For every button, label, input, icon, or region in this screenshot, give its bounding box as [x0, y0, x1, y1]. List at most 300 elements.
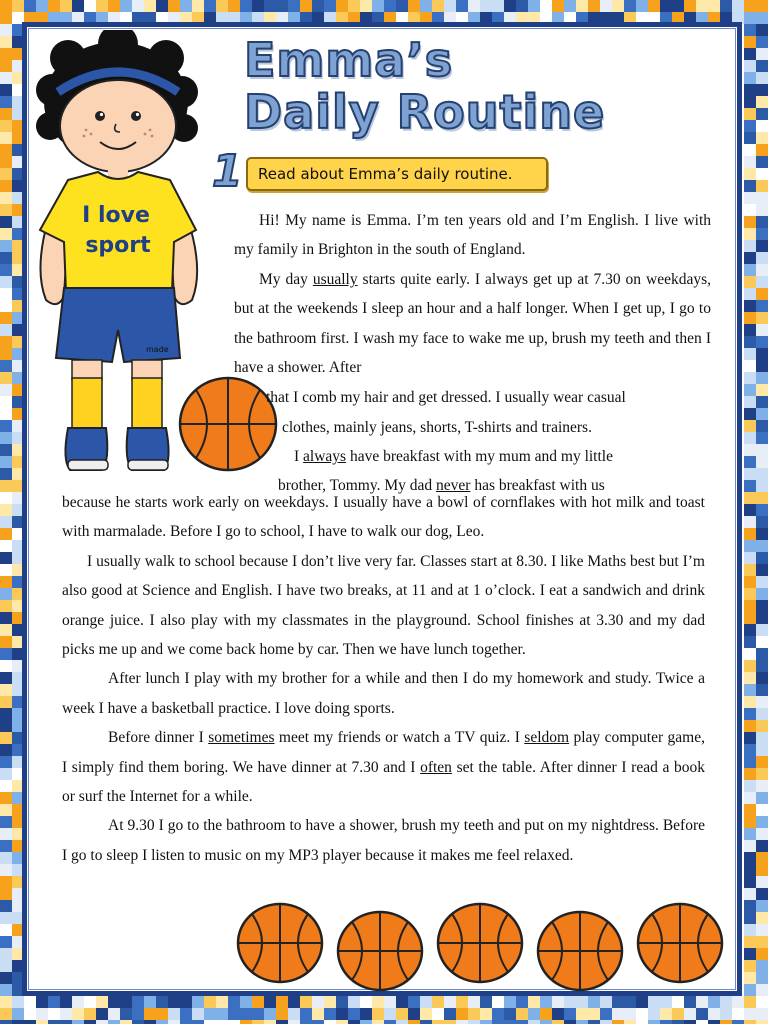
- mosaic-tile: [216, 0, 228, 12]
- mosaic-tile: [576, 1008, 588, 1020]
- mosaic-tile: [0, 312, 12, 324]
- mosaic-tile: [204, 1008, 216, 1020]
- mosaic-tile: [744, 756, 756, 768]
- mosaic-tile: [756, 972, 768, 984]
- mosaic-tile: [228, 1008, 240, 1020]
- mosaic-tile: [276, 0, 288, 12]
- mosaic-tile: [120, 1008, 132, 1020]
- mosaic-tile: [756, 768, 768, 780]
- mosaic-tile: [264, 1008, 276, 1020]
- mosaic-tile: [756, 300, 768, 312]
- mosaic-tile: [744, 156, 756, 168]
- mosaic-tile: [432, 996, 444, 1008]
- mosaic-tile: [216, 996, 228, 1008]
- mosaic-tile: [756, 672, 768, 684]
- mosaic-tile: [744, 132, 756, 144]
- mosaic-tile: [756, 636, 768, 648]
- mosaic-tile: [468, 1020, 480, 1024]
- mosaic-tile: [0, 60, 12, 72]
- mosaic-tile: [744, 120, 756, 132]
- mosaic-tile: [756, 240, 768, 252]
- mosaic-tile: [756, 816, 768, 828]
- mosaic-tile: [0, 432, 12, 444]
- mosaic-tile: [576, 1020, 588, 1024]
- mosaic-tile: [744, 948, 756, 960]
- mosaic-tile: [456, 1020, 468, 1024]
- mosaic-tile: [156, 0, 168, 12]
- mosaic-tile: [744, 300, 756, 312]
- mosaic-tile: [624, 996, 636, 1008]
- mosaic-tile: [684, 996, 696, 1008]
- mosaic-tile: [408, 1008, 420, 1020]
- mosaic-tile: [12, 1020, 24, 1024]
- mosaic-tile: [468, 996, 480, 1008]
- mosaic-tile: [660, 996, 672, 1008]
- mosaic-tile: [756, 72, 768, 84]
- mosaic-tile: [0, 192, 12, 204]
- mosaic-tile: [564, 1020, 576, 1024]
- mosaic-tile: [540, 996, 552, 1008]
- mosaic-tile: [744, 984, 756, 996]
- paragraph-3-line-2: brother, Tommy. My dad never has breakfast with us: [278, 477, 605, 494]
- mosaic-tile: [276, 996, 288, 1008]
- mosaic-tile: [744, 588, 756, 600]
- mosaic-tile: [0, 840, 12, 852]
- mosaic-tile: [756, 960, 768, 972]
- mosaic-tile: [720, 0, 732, 12]
- mosaic-tile: [252, 1008, 264, 1020]
- mosaic-tile: [756, 684, 768, 696]
- mosaic-tile: [48, 996, 60, 1008]
- mosaic-tile: [732, 996, 744, 1008]
- mosaic-tile: [72, 996, 84, 1008]
- mosaic-tile: [756, 396, 768, 408]
- mosaic-tile: [84, 996, 96, 1008]
- mosaic-tile: [744, 180, 756, 192]
- mosaic-tile: [156, 1020, 168, 1024]
- mosaic-tile: [0, 708, 12, 720]
- mosaic-tile: [12, 1008, 24, 1020]
- mosaic-tile: [408, 1020, 420, 1024]
- mosaic-tile: [744, 36, 756, 48]
- mosaic-tile: [360, 0, 372, 12]
- underlined-usually: usually: [312, 270, 358, 288]
- mosaic-tile: [744, 108, 756, 120]
- basketball-icon: [536, 910, 624, 992]
- mosaic-tile: [24, 0, 36, 12]
- mosaic-tile: [516, 0, 528, 12]
- mosaic-tile: [588, 0, 600, 12]
- title-line-1: Emma’s: [244, 33, 454, 87]
- mosaic-tile: [0, 324, 12, 336]
- mosaic-tile: [756, 744, 768, 756]
- mosaic-tile: [756, 720, 768, 732]
- mosaic-tile: [576, 996, 588, 1008]
- mosaic-tile: [228, 996, 240, 1008]
- mosaic-tile: [360, 1020, 372, 1024]
- mosaic-tile: [96, 1008, 108, 1020]
- mosaic-tile: [192, 1020, 204, 1024]
- mosaic-tile: [564, 1008, 576, 1020]
- mosaic-tile: [744, 228, 756, 240]
- mosaic-tile: [288, 996, 300, 1008]
- mosaic-tile: [0, 756, 12, 768]
- mosaic-tile: [744, 936, 756, 948]
- mosaic-tile: [324, 1020, 336, 1024]
- mosaic-tile: [744, 660, 756, 672]
- mosaic-tile: [672, 0, 684, 12]
- mosaic-tile: [0, 384, 12, 396]
- mosaic-tile: [36, 996, 48, 1008]
- mosaic-tile: [516, 1020, 528, 1024]
- mosaic-tile: [756, 480, 768, 492]
- mosaic-tile: [156, 996, 168, 1008]
- mosaic-tile: [180, 1008, 192, 1020]
- mosaic-tile: [636, 1008, 648, 1020]
- mosaic-tile: [360, 996, 372, 1008]
- mosaic-tile: [132, 996, 144, 1008]
- mosaic-tile: [756, 600, 768, 612]
- shirt-text-line-1: I love: [82, 203, 150, 228]
- mosaic-tile: [0, 168, 12, 180]
- paragraph-2-line-wrap-1: that I comb my hair and get dressed. I usually wear casual: [266, 389, 626, 406]
- mosaic-tile: [204, 0, 216, 12]
- mosaic-tile: [528, 1020, 540, 1024]
- mosaic-tile: [756, 1008, 768, 1020]
- mosaic-tile: [744, 408, 756, 420]
- mosaic-tile: [744, 972, 756, 984]
- mosaic-tile: [756, 468, 768, 480]
- mosaic-tile: [444, 0, 456, 12]
- mosaic-tile: [432, 1008, 444, 1020]
- mosaic-tile: [240, 0, 252, 12]
- mosaic-tile: [744, 600, 756, 612]
- mosaic-tile: [0, 348, 12, 360]
- title-line-2: Daily Routine: [244, 85, 606, 139]
- mosaic-tile: [300, 996, 312, 1008]
- mosaic-tile: [504, 1008, 516, 1020]
- mosaic-tile: [756, 588, 768, 600]
- mosaic-tile: [756, 120, 768, 132]
- mosaic-tile: [0, 492, 12, 504]
- mosaic-tile: [756, 888, 768, 900]
- mosaic-tile: [192, 1008, 204, 1020]
- mosaic-tile: [144, 0, 156, 12]
- mosaic-tile: [492, 1008, 504, 1020]
- mosaic-tile: [756, 252, 768, 264]
- mosaic-tile: [408, 0, 420, 12]
- mosaic-tile: [756, 276, 768, 288]
- mosaic-tile: [756, 840, 768, 852]
- mosaic-tile: [0, 672, 12, 684]
- mosaic-tile: [60, 0, 72, 12]
- mosaic-tile: [300, 1008, 312, 1020]
- mosaic-tile: [0, 684, 12, 696]
- underlined-seldom: seldom: [524, 729, 570, 747]
- mosaic-tile: [756, 924, 768, 936]
- mosaic-tile: [636, 0, 648, 12]
- mosaic-tile: [0, 36, 12, 48]
- mosaic-tile: [324, 1008, 336, 1020]
- mosaic-tile: [324, 0, 336, 12]
- mosaic-tile: [372, 1020, 384, 1024]
- mosaic-tile: [180, 1020, 192, 1024]
- mosaic-tile: [540, 1008, 552, 1020]
- mosaic-tile: [744, 540, 756, 552]
- mosaic-tile: [12, 996, 24, 1008]
- mosaic-tile: [744, 252, 756, 264]
- mosaic-tile: [0, 420, 12, 432]
- mosaic-tile: [744, 912, 756, 924]
- mosaic-tile: [744, 204, 756, 216]
- mosaic-tile: [0, 876, 12, 888]
- mosaic-tile: [0, 360, 12, 372]
- mosaic-tile: [444, 996, 456, 1008]
- mosaic-tile: [744, 468, 756, 480]
- mosaic-tile: [756, 108, 768, 120]
- mosaic-tile: [0, 156, 12, 168]
- mosaic-tile: [396, 996, 408, 1008]
- mosaic-tile: [312, 996, 324, 1008]
- mosaic-tile: [0, 540, 12, 552]
- mosaic-tile: [0, 84, 12, 96]
- mosaic-tile: [756, 228, 768, 240]
- mosaic-tile: [132, 0, 144, 12]
- mosaic-tile: [720, 1008, 732, 1020]
- mosaic-tile: [744, 768, 756, 780]
- mosaic-tile: [372, 1008, 384, 1020]
- mosaic-tile: [684, 1008, 696, 1020]
- mosaic-tile: [396, 1020, 408, 1024]
- mosaic-tile: [744, 732, 756, 744]
- mosaic-tile: [0, 960, 12, 972]
- mosaic-tile: [756, 456, 768, 468]
- mosaic-tile: [756, 804, 768, 816]
- mosaic-tile: [528, 1008, 540, 1020]
- mosaic-tile: [756, 336, 768, 348]
- mosaic-tile: [744, 576, 756, 588]
- mosaic-tile: [300, 1020, 312, 1024]
- mosaic-tile: [696, 1020, 708, 1024]
- mosaic-tile: [744, 552, 756, 564]
- mosaic-tile: [744, 924, 756, 936]
- mosaic-tile: [756, 384, 768, 396]
- mosaic-tile: [744, 420, 756, 432]
- mosaic-tile: [756, 192, 768, 204]
- mosaic-tile: [756, 144, 768, 156]
- mosaic-tile: [744, 60, 756, 72]
- mosaic-tile: [0, 288, 12, 300]
- mosaic-tile: [744, 1008, 756, 1020]
- mosaic-tile: [636, 996, 648, 1008]
- mosaic-tile: [240, 1008, 252, 1020]
- mosaic-tile: [624, 1020, 636, 1024]
- mosaic-tile: [756, 36, 768, 48]
- mosaic-tile: [0, 300, 12, 312]
- mosaic-tile: [756, 12, 768, 24]
- mosaic-tile: [756, 408, 768, 420]
- mosaic-tile: [84, 0, 96, 12]
- paragraph-4: I usually walk to school because I don’t live very far. Classes start at 8.30. I like Maths best but I’m also good at Science and English. I have two breaks, at 11 and at 1 o’clock. I eat a sandwich and drink orange juice. I also play with my classmates in the playground. School finishes at 3.30 and my dad picks me up and we come back home by car. Then we have lunch together.: [62, 552, 705, 659]
- mosaic-tile: [744, 888, 756, 900]
- mosaic-tile: [660, 1020, 672, 1024]
- mosaic-tile: [0, 480, 12, 492]
- mosaic-tile: [36, 1020, 48, 1024]
- mosaic-tile: [744, 348, 756, 360]
- mosaic-tile: [588, 996, 600, 1008]
- mosaic-tile: [276, 1008, 288, 1020]
- mosaic-tile: [744, 684, 756, 696]
- mosaic-tile: [756, 828, 768, 840]
- mosaic-tile: [756, 156, 768, 168]
- mosaic-tile: [276, 1020, 288, 1024]
- mosaic-tile: [480, 1020, 492, 1024]
- mosaic-tile: [60, 1008, 72, 1020]
- mosaic-tile: [504, 996, 516, 1008]
- mosaic-tile: [744, 480, 756, 492]
- mosaic-tile: [0, 132, 12, 144]
- text-top: [234, 206, 711, 382]
- mosaic-tile: [84, 1008, 96, 1020]
- mosaic-tile: [756, 168, 768, 180]
- mosaic-tile: [0, 744, 12, 756]
- mosaic-tile: [756, 864, 768, 876]
- mosaic-tile: [24, 1008, 36, 1020]
- mosaic-tile: [588, 1020, 600, 1024]
- mosaic-tile: [0, 72, 12, 84]
- mosaic-tile: [384, 0, 396, 12]
- mosaic-tile: [756, 264, 768, 276]
- mosaic-tile: [708, 0, 720, 12]
- mosaic-tile: [0, 792, 12, 804]
- mosaic-tile: [756, 204, 768, 216]
- mosaic-tile: [468, 0, 480, 12]
- mosaic-tile: [0, 1020, 12, 1024]
- mosaic-tile: [744, 456, 756, 468]
- mosaic-tile: [648, 996, 660, 1008]
- mosaic-tile: [72, 1008, 84, 1020]
- mosaic-tile: [456, 0, 468, 12]
- mosaic-tile: [0, 900, 12, 912]
- mosaic-tile: [552, 1020, 564, 1024]
- mosaic-tile: [756, 792, 768, 804]
- mosaic-tile: [0, 444, 12, 456]
- mosaic-tile: [72, 0, 84, 12]
- mosaic-tile: [24, 1020, 36, 1024]
- mosaic-tile: [492, 996, 504, 1008]
- mosaic-tile: [480, 996, 492, 1008]
- mosaic-tile: [420, 996, 432, 1008]
- mosaic-tile: [708, 996, 720, 1008]
- mosaic-tile: [108, 0, 120, 12]
- mosaic-tile: [684, 0, 696, 12]
- mosaic-tile: [0, 852, 12, 864]
- mosaic-tile: [756, 504, 768, 516]
- mosaic-tile: [0, 120, 12, 132]
- mosaic-tile: [312, 1008, 324, 1020]
- mosaic-tile: [744, 336, 756, 348]
- mosaic-tile: [720, 996, 732, 1008]
- mosaic-tile: [0, 996, 12, 1008]
- exercise-number: 1: [212, 146, 243, 197]
- mosaic-tile: [756, 420, 768, 432]
- mosaic-tile: [0, 528, 12, 540]
- paragraph-3-line-1: I always have breakfast with my mum and my little: [294, 448, 613, 465]
- mosaic-tile: [756, 0, 768, 12]
- mosaic-tile: [0, 600, 12, 612]
- mosaic-tile: [0, 984, 12, 996]
- mosaic-tile: [624, 1008, 636, 1020]
- mosaic-tile: [396, 0, 408, 12]
- basketball-icon: [636, 902, 724, 984]
- mosaic-tile: [756, 564, 768, 576]
- mosaic-tile: [0, 48, 12, 60]
- mosaic-tile: [0, 576, 12, 588]
- mosaic-tile: [756, 324, 768, 336]
- shirt-text-line-2: sport: [85, 233, 151, 258]
- mosaic-tile: [756, 576, 768, 588]
- mosaic-tile: [600, 1008, 612, 1020]
- mosaic-tile: [420, 0, 432, 12]
- mosaic-tile: [660, 1008, 672, 1020]
- mosaic-tile: [756, 876, 768, 888]
- mosaic-tile: [744, 360, 756, 372]
- mosaic-tile: [0, 948, 12, 960]
- mosaic-tile: [408, 996, 420, 1008]
- mosaic-tile: [156, 1008, 168, 1020]
- mosaic-tile: [756, 444, 768, 456]
- mosaic-tile: [0, 936, 12, 948]
- mosaic-tile: [0, 768, 12, 780]
- mosaic-tile: [240, 1020, 252, 1024]
- mosaic-tile: [744, 372, 756, 384]
- mosaic-tile: [528, 0, 540, 12]
- mosaic-tile: [48, 1020, 60, 1024]
- mosaic-tile: [756, 648, 768, 660]
- mosaic-tile: [756, 432, 768, 444]
- mosaic-tile: [420, 1020, 432, 1024]
- mosaic-tile: [144, 1020, 156, 1024]
- mosaic-tile: [12, 0, 24, 12]
- mosaic-tile: [0, 264, 12, 276]
- mosaic-tile: [348, 996, 360, 1008]
- mosaic-tile: [744, 864, 756, 876]
- mosaic-tile: [756, 360, 768, 372]
- mosaic-tile: [336, 1008, 348, 1020]
- mosaic-tile: [756, 132, 768, 144]
- mosaic-tile: [288, 1008, 300, 1020]
- mosaic-tile: [756, 372, 768, 384]
- mosaic-tile: [588, 1008, 600, 1020]
- mosaic-tile: [0, 216, 12, 228]
- mosaic-tile: [756, 348, 768, 360]
- mosaic-tile: [348, 0, 360, 12]
- mosaic-tile: [756, 540, 768, 552]
- mosaic-tile: [0, 564, 12, 576]
- mosaic-tile: [264, 0, 276, 12]
- mosaic-tile: [744, 516, 756, 528]
- mosaic-tile: [108, 1008, 120, 1020]
- text-main: [62, 488, 705, 870]
- mosaic-tile: [648, 0, 660, 12]
- mosaic-tile: [432, 0, 444, 12]
- mosaic-tile: [756, 516, 768, 528]
- mosaic-tile: [744, 720, 756, 732]
- mosaic-tile: [564, 0, 576, 12]
- mosaic-tile: [504, 1020, 516, 1024]
- underlined-never: never: [436, 477, 471, 494]
- mosaic-tile: [756, 492, 768, 504]
